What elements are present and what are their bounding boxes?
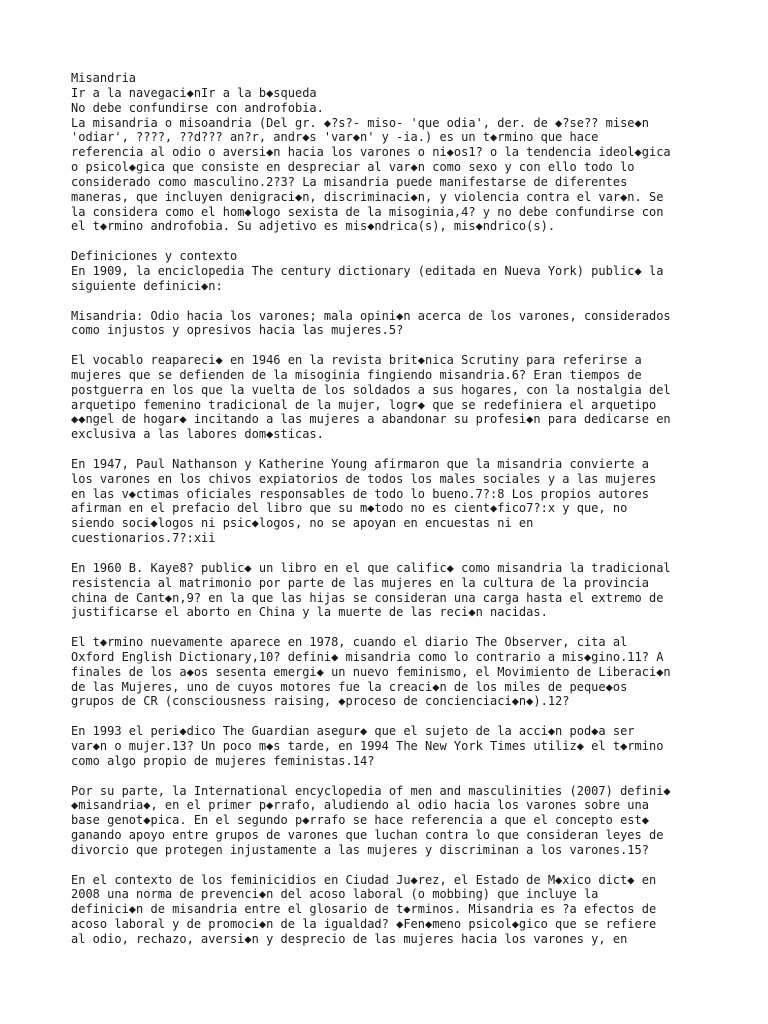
text-line: referencia al odio o aversi◆n hacia los varones o ni◆os1? o la tendencia ideol◆gica [71, 145, 671, 160]
paragraph [71, 249, 711, 294]
text-line: base genot◆pica. En el segundo p◆rrafo se hace referencia a que el concepto est◆ [71, 813, 649, 828]
text-line: considerado como masculino.2?3? La misandria puede manifestarse de diferentes [71, 174, 628, 189]
text-line: arquetipo femenino tradicional de la mujer, logr◆ que se redefiniera el arquetipo [71, 397, 657, 412]
paragraph [71, 457, 711, 546]
text-line: 'odiar', ????, ??d??? an?r, andr◆s 'var◆n' y -ia.) es un t◆rmino que hace [71, 130, 599, 145]
text-line: maneras, que incluyen denigraci◆n, discriminaci◆n, y violencia contra el var◆n. Se [71, 189, 664, 204]
text-line: el t◆rmino androfobia. Su adjetivo es mis◆ndrica(s), mis◆ndrico(s). [71, 219, 556, 234]
paragraph [71, 561, 711, 620]
text-line: en las v◆ctimas oficiales responsables de todo lo bueno.7?:8 Los propios autores [71, 486, 649, 501]
text-line: grupos de CR (consciousness raising, ◆proceso de concienciaci◆n◆).12? [71, 694, 570, 709]
text-line: afirman en el prefacio del libro que su m◆todo no es cient◆fico7?:x y que, no [71, 501, 628, 516]
text-line: justificarse el aborto en China y la muerte de las reci◆n nacidas. [71, 605, 548, 620]
text-line: El vocablo reapareci◆ en 1946 en la revista brit◆nica Scrutiny para referirse a [71, 353, 642, 368]
document-body [71, 71, 711, 962]
text-line: 2008 una norma de prevenci◆n del acoso laboral (o mobbing) que incluye la [71, 887, 599, 902]
text-line: los varones en los chivos expiatorios de todos los males sociales y a las mujeres [71, 471, 657, 486]
text-line: En el contexto de los feminicidios en Ciudad Ju◆rez, el Estado de M◆xico dict◆ en [71, 872, 657, 887]
text-line: como injustos y opresivos hacia las mujeres.5? [71, 323, 404, 338]
text-line: exclusiva a las labores dom◆sticas. [71, 427, 324, 442]
text-line: Definiciones y contexto [71, 249, 238, 264]
text-line: No debe confundirse con androfobia. [71, 100, 324, 115]
text-line: o psicol◆gica que consiste en despreciar al var◆n como sexo y con ello todo lo [71, 160, 635, 175]
text-line: acoso laboral y de promoci◆n de la igualdad? ◆Fen◆meno psicol◆gico que se refiere [71, 917, 657, 932]
text-line: var◆n o mujer.13? Un poco m◆s tarde, en 1994 The New York Times utiliz◆ el t◆rmino [71, 738, 664, 753]
paragraph [71, 724, 711, 769]
text-line: china de Cant◆n,9? en la que las hijas se consideran una carga hasta el extremo de [71, 590, 664, 605]
text-line: ◆◆ngel de hogar◆ incitando a las mujeres a abandonar su profesi◆n para dedicarse en [71, 412, 671, 427]
text-line: siendo soci◆logos ni psic◆logos, no se apoyan en encuestas ni en [71, 516, 534, 531]
text-line: La misandria o misoandria (Del gr. ◆?s?- miso- 'que odia', der. de ◆?se?? mise◆n [71, 115, 649, 130]
paragraph [71, 873, 711, 947]
text-line: divorcio que protegen injustamente a las mujeres y discriminan a los varones.15? [71, 842, 649, 857]
text-line: Misandria: Odio hacia los varones; mala opini◆n acerca de los varones, considerados [71, 308, 671, 323]
text-line: postguerra en los que la vuelta de los soldados a sus hogares, con la nostalgia del [71, 382, 671, 397]
text-line: mujeres que se defienden de la misoginia fingiendo misandria.6? Eran tiempos de [71, 367, 642, 382]
text-line: En 1947, Paul Nathanson y Katherine Young afirmaron que la misandria convierte a [71, 456, 649, 471]
text-line: Oxford English Dictionary,10? defini◆ misandria como lo contrario a mis◆gino.11? A [71, 649, 664, 664]
text-line: En 1909, la enciclopedia The century dictionary (editada en Nueva York) public◆ la [71, 263, 664, 278]
paragraph [71, 635, 711, 709]
text-line: ◆misandria◆, en el primer p◆rrafo, aludiendo al odio hacia los varones sobre una [71, 798, 649, 813]
text-line: Ir a la navegaci◆nIr a la b◆squeda [71, 85, 317, 100]
text-line: cuestionarios.7?:xii [71, 531, 216, 546]
text-line: ganando apoyo entre grupos de varones que luchan contra lo que consideran leyes de [71, 828, 664, 843]
text-line: Por su parte, la International encyclopedia of men and masculinities (2007) defini◆ [71, 783, 671, 798]
text-line: En 1993 el peri◆dico The Guardian asegur◆ que el sujeto de la acci◆n pod◆a ser [71, 724, 635, 739]
text-line: definici◆n de misandria entre el glosario de t◆rminos. Misandria es ?a efectos de [71, 902, 657, 917]
text-line: siguiente definici◆n: [71, 278, 223, 293]
text-line: al odio, rechazo, aversi◆n y desprecio de las mujeres hacia los varones y, en [71, 931, 628, 946]
text-line: como algo propio de mujeres feministas.14? [71, 753, 375, 768]
paragraph [71, 353, 711, 442]
paragraph [71, 71, 711, 234]
text-line: Misandria [71, 71, 137, 85]
text-line: resistencia al matrimonio por parte de las mujeres en la cultura de la provincia [71, 575, 649, 590]
text-line: finales de los a◆os sesenta emergi◆ un nuevo feminismo, el Movimiento de Liberaci◆n [71, 664, 671, 679]
text-line: En 1960 B. Kaye8? public◆ un libro en el que calific◆ como misandria la tradicional [71, 560, 671, 575]
paragraph [71, 784, 711, 858]
text-line: la considera como el hom◆logo sexista de la misoginia,4? y no debe confundirse con [71, 204, 664, 219]
paragraph [71, 309, 711, 339]
text-line: de las Mujeres, uno de cuyos motores fue la creaci◆n de los miles de peque◆os [71, 679, 628, 694]
text-line: El t◆rmino nuevamente aparece en 1978, cuando el diario The Observer, cita al [71, 635, 628, 650]
